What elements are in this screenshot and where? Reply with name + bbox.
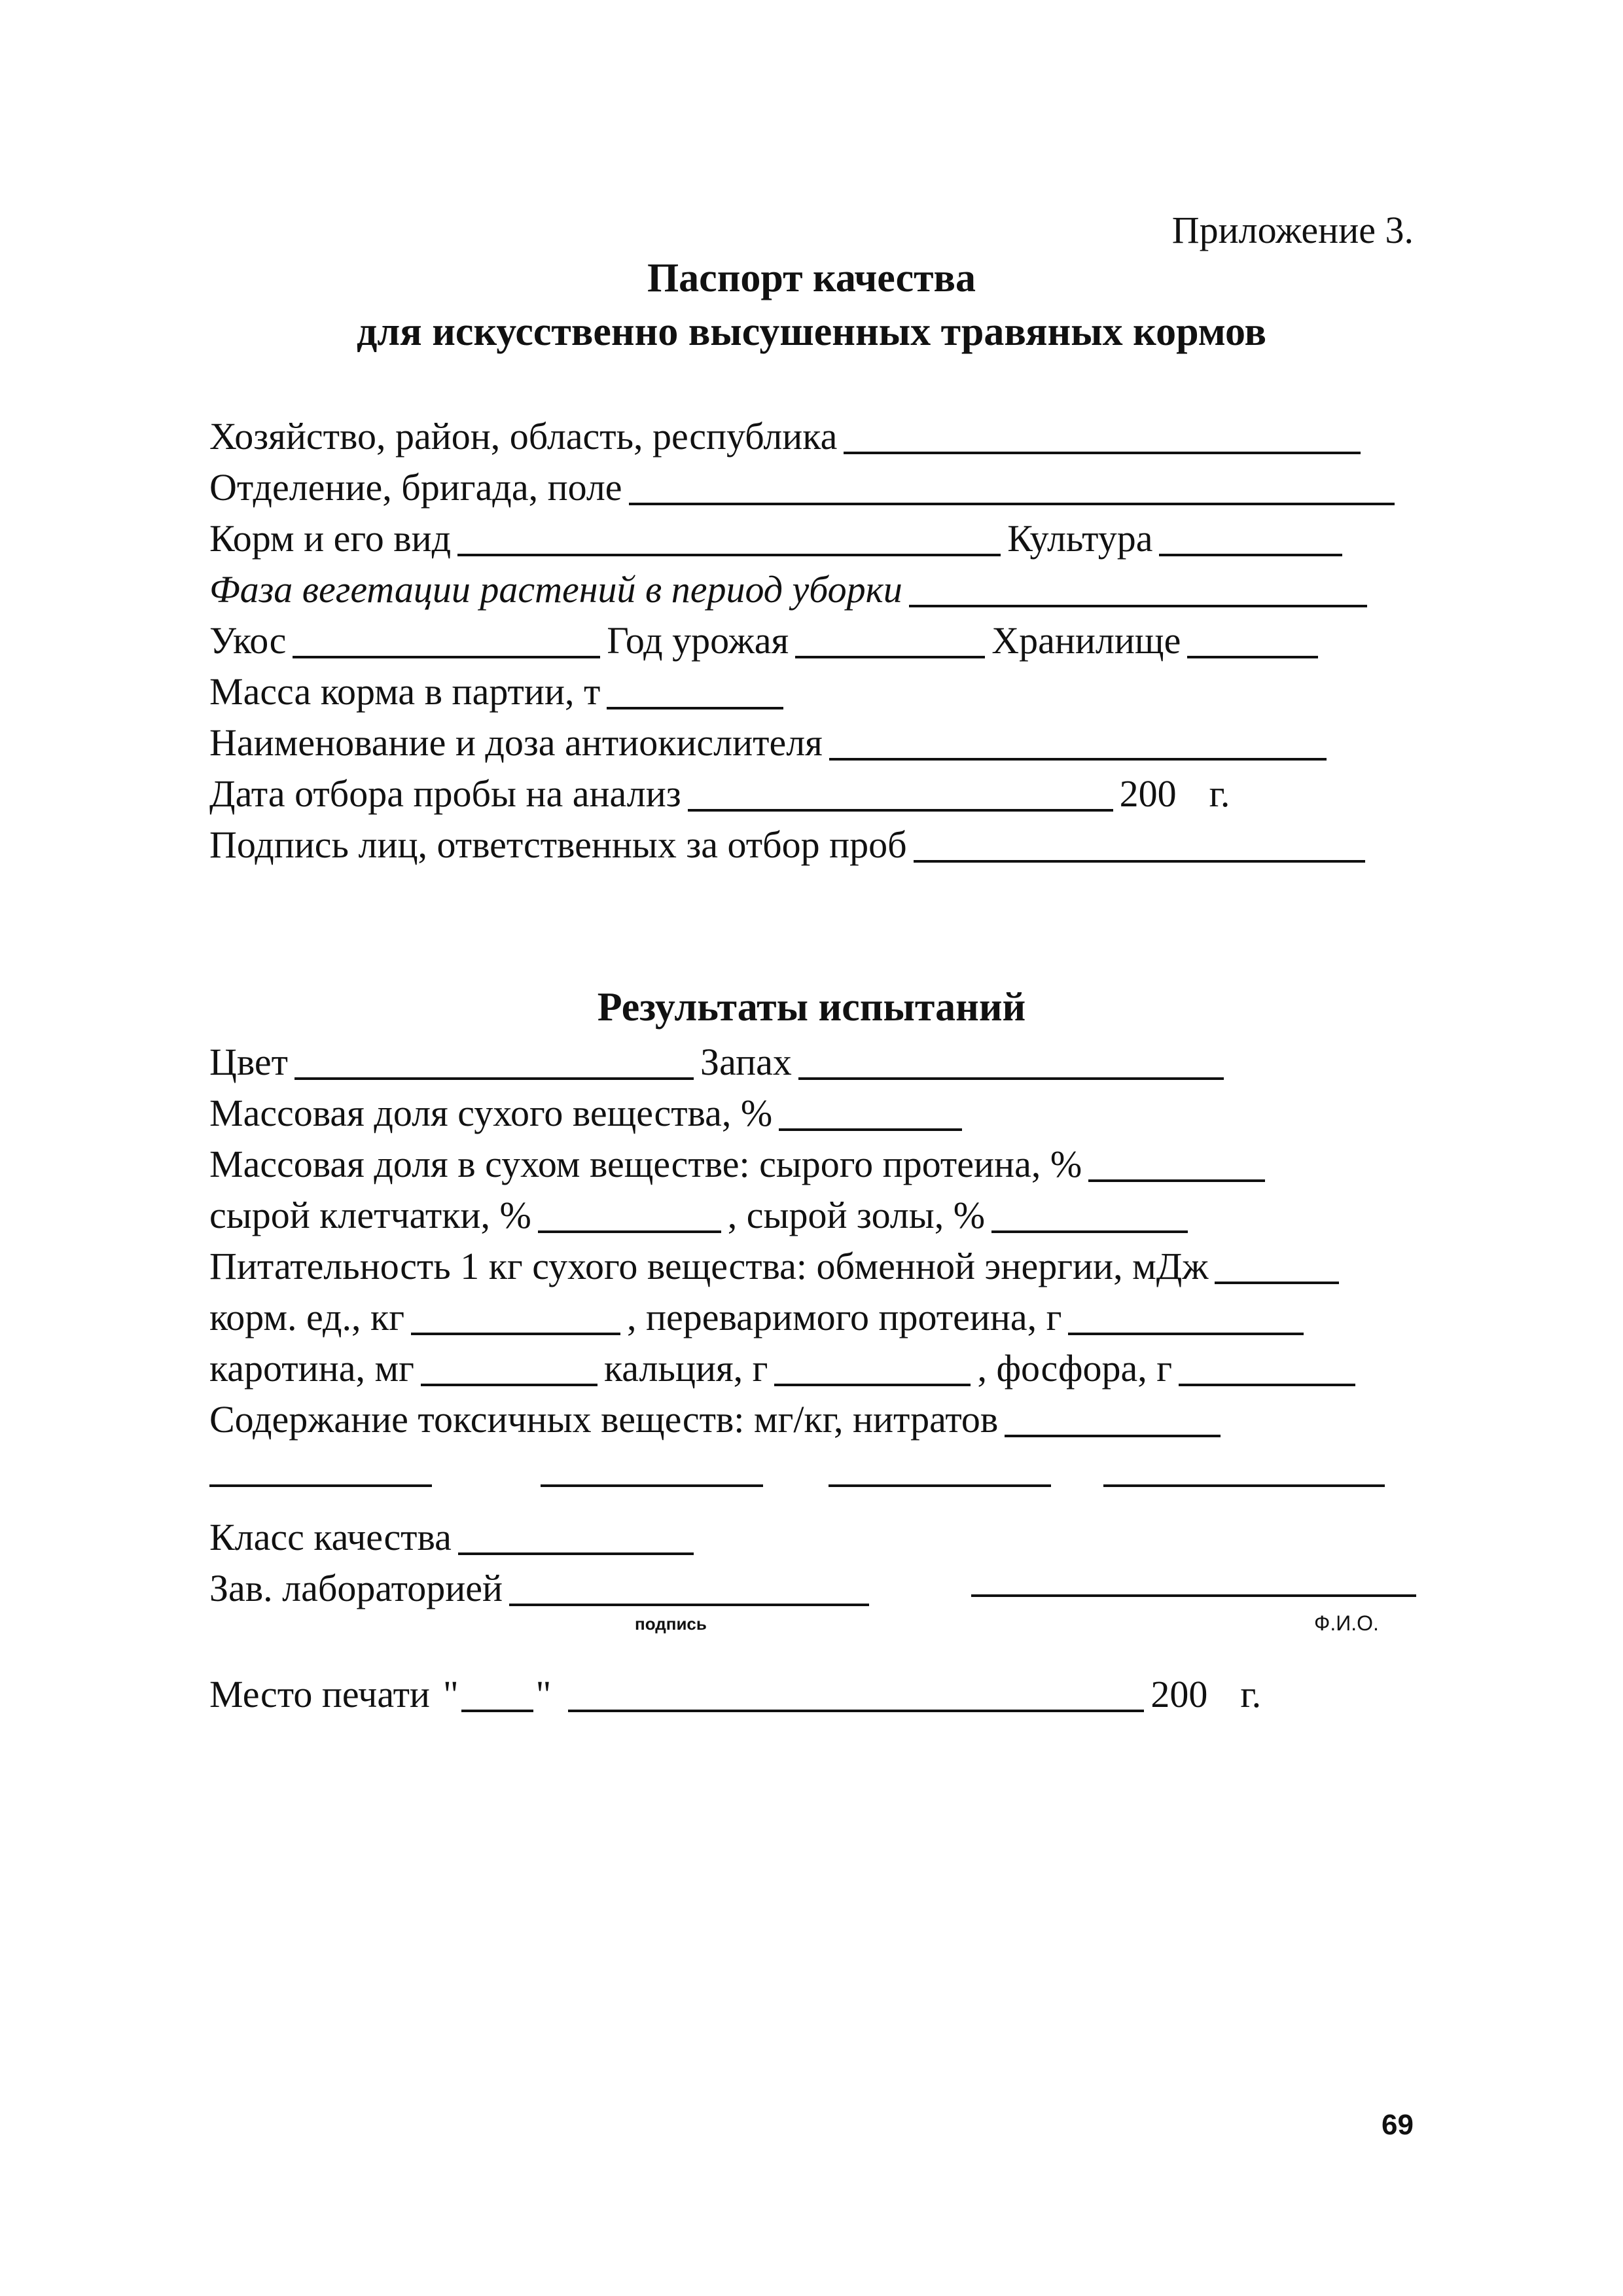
toxic-extra-field-1[interactable] [209,1484,432,1487]
lab-head-fio-field[interactable] [971,1594,1416,1597]
dry-matter-row [209,1088,969,1135]
minerals-row [209,1343,1362,1390]
feed-type-label: Корм и его вид [209,517,452,560]
fio-caption: Ф.И.О. [1314,1611,1379,1635]
smell-label: Запах [700,1041,792,1083]
phosphorus-label: , фосфора, г [977,1347,1173,1390]
fiber-ash-row [209,1190,1194,1237]
smell-field[interactable] [798,1045,1224,1080]
digestible-protein-field[interactable] [1068,1300,1304,1335]
document-subtitle: для искусственно высушенных травяных кормов [357,310,1266,354]
digestible-protein-label: , переваримого протеина, г [627,1296,1062,1338]
antioxidant-row [209,717,1333,764]
farm-field[interactable] [844,419,1361,454]
feed-units-label: корм. ед., кг [209,1296,405,1338]
calcium-label: кальция, г [603,1347,768,1390]
antioxidant-field[interactable] [829,725,1327,761]
crude-protein-row [209,1139,1272,1186]
crude-protein-label: Массовая доля в сухом веществе: сырого протеина, % [209,1143,1082,1185]
farm-label: Хозяйство, район, область, республика [209,415,838,457]
stamp-row [209,1669,1261,1716]
batch-mass-row [209,666,790,713]
nitrates-field[interactable] [1005,1402,1221,1437]
signature-persons-row [209,819,1372,867]
lab-head-row [209,1563,876,1610]
division-label: Отделение, бригада, поле [209,466,622,509]
harvest-year-label: Год урожая [607,619,789,662]
vegetation-phase-label: Фаза вегетации растений в период уборки [209,568,902,611]
color-smell-row [209,1037,1230,1084]
lab-head-signature-field[interactable] [509,1571,869,1606]
sampling-date-label: Дата отбора пробы на анализ [209,772,681,815]
signature-persons-label: Подпись лиц, ответственных за отбор проб [209,823,907,866]
crude-ash-field[interactable] [991,1198,1188,1233]
signature-persons-field[interactable] [914,827,1365,863]
dry-matter-label: Массовая доля сухого вещества, % [209,1092,773,1134]
toxic-label: Содержание токсичных веществ: мг/кг, нитратов [209,1398,999,1441]
dry-matter-field[interactable] [779,1096,962,1131]
toxic-extra-field-4[interactable] [1103,1484,1385,1487]
energy-row [209,1241,1346,1288]
stamp-place-label: Место печати [209,1673,430,1715]
color-label: Цвет [209,1041,289,1083]
stamp-year: 200 [1150,1673,1208,1715]
harvest-year-field[interactable] [795,623,985,658]
feed-units-row [209,1292,1310,1339]
quality-class-row [209,1512,700,1559]
crude-protein-field[interactable] [1088,1147,1265,1182]
stamp-year-suffix: г. [1240,1673,1262,1715]
quote-open: " [442,1673,459,1715]
cutting-field[interactable] [293,623,600,658]
crude-ash-label: , сырой золы, % [727,1194,986,1236]
quote-close: " [535,1673,552,1715]
lab-head-label: Зав. лабораторией [209,1567,503,1609]
stamp-day-field[interactable] [461,1677,533,1712]
division-field[interactable] [629,470,1395,505]
batch-mass-label: Масса корма в партии, т [209,670,601,713]
sampling-year: 200 [1119,772,1177,815]
page-number: 69 [1382,2109,1414,2141]
crude-fiber-field[interactable] [538,1198,721,1233]
toxic-extra-field-2[interactable] [541,1484,763,1487]
energy-field[interactable] [1215,1249,1339,1284]
batch-mass-field[interactable] [607,674,783,709]
farm-row [209,411,1367,458]
cutting-row [209,615,1325,662]
division-row [209,462,1401,509]
quality-class-field[interactable] [458,1520,694,1555]
vegetation-phase-row [209,564,1374,611]
appendix-label: Приложение 3. [1171,209,1414,251]
cutting-label: Укос [209,619,287,662]
calcium-field[interactable] [774,1351,971,1386]
feed-units-field[interactable] [411,1300,620,1335]
color-field[interactable] [294,1045,694,1080]
signature-caption: подпись [635,1614,707,1634]
toxic-extra-field-3[interactable] [829,1484,1051,1487]
document-title: Паспорт качества [647,256,976,300]
phosphorus-field[interactable] [1179,1351,1355,1386]
feed-type-field[interactable] [457,521,1001,556]
culture-field[interactable] [1159,521,1342,556]
sampling-year-suffix: г. [1209,772,1230,815]
vegetation-phase-field[interactable] [909,572,1367,607]
crude-fiber-label: сырой клетчатки, % [209,1194,531,1236]
storage-label: Хранилище [991,619,1181,662]
feed-type-row [209,513,1349,560]
sampling-date-row [209,768,1230,816]
stamp-month-field[interactable] [568,1677,1144,1712]
energy-label: Питательность 1 кг сухого вещества: обменной энергии, мДж [209,1245,1209,1287]
storage-field[interactable] [1187,623,1318,658]
toxic-row [209,1394,1227,1441]
carotene-label: каротина, мг [209,1347,414,1390]
culture-label: Культура [1007,517,1153,560]
quality-class-label: Класс качества [209,1516,452,1558]
antioxidant-label: Наименование и доза антиокислителя [209,721,823,764]
results-title: Результаты испытаний [597,985,1026,1030]
carotene-field[interactable] [421,1351,597,1386]
sampling-date-field[interactable] [688,776,1113,812]
